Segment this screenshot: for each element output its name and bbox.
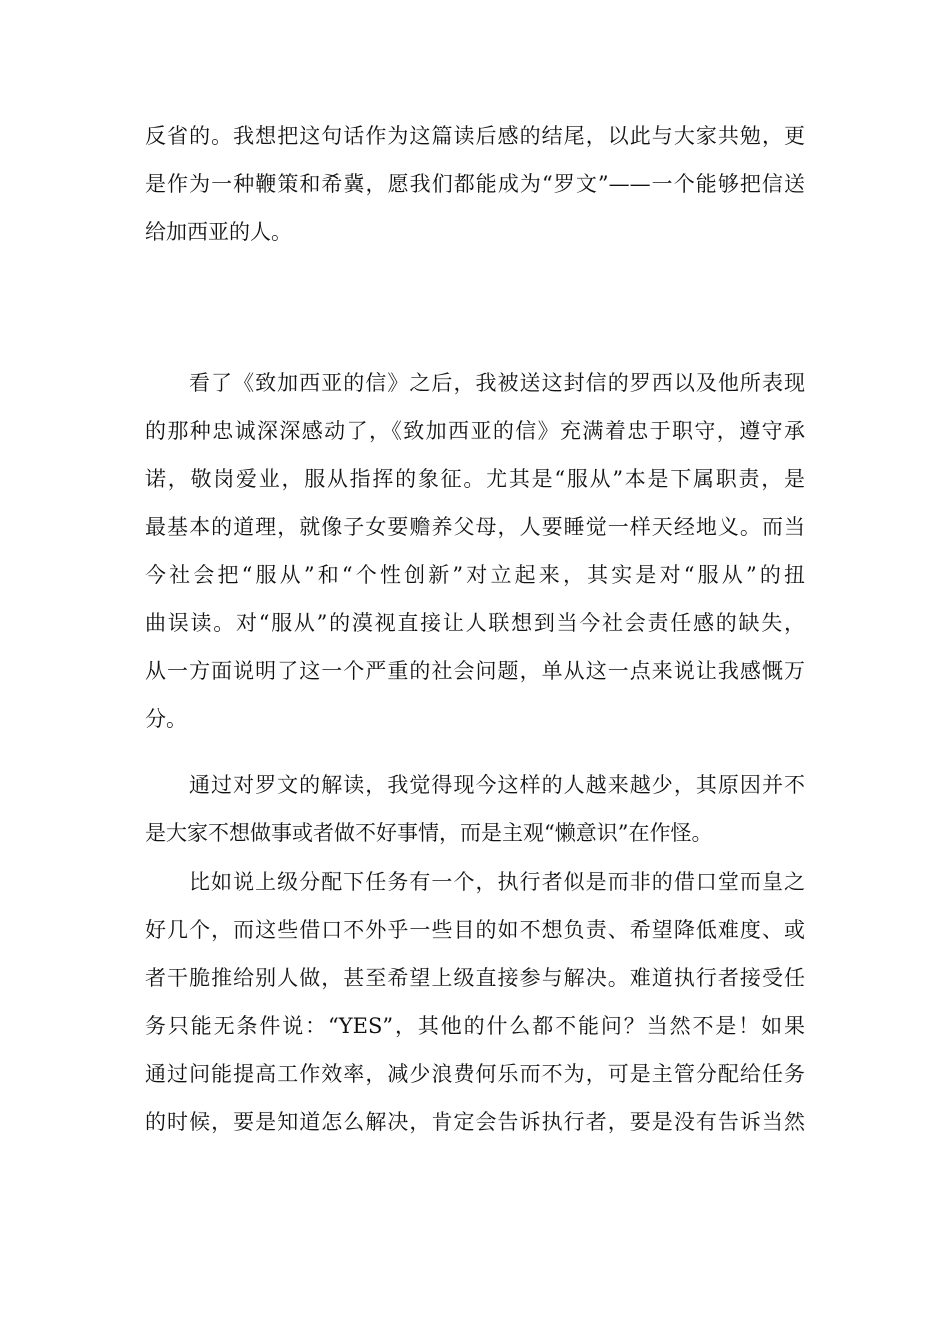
text-line: 诺，敬岗爱业，服从指挥的象征。尤其是“服从”本是下属职责，是 [145,467,805,491]
text-line: 今社会把“服从”和“个性创新”对立起来，其实是对“服从”的扭 [145,563,805,587]
text-line: 最基本的道理，就像子女要赡养父母，人要睡觉一样天经地义。而当 [145,515,805,539]
text-line: 比如说上级分配下任务有一个，执行者似是而非的借口堂而皇之 [189,870,805,894]
text-line: 通过对罗文的解读，我觉得现今这样的人越来越少，其原因并不 [189,773,805,797]
text-line: 的时候，要是知道怎么解决，肯定会告诉执行者，要是没有告诉当然 [145,1110,805,1134]
paragraph-continued [145,112,805,256]
paragraph-1 [145,359,805,743]
text-line: 从一方面说明了这一个严重的社会问题，单从这一点来说让我感慨万 [145,659,805,683]
paragraph-2 [145,761,805,857]
text-line: 曲误读。对“服从”的漠视直接让人联想到当今社会责任感的缺失， [145,611,805,635]
text-line: 反省的。我想把这句话作为这篇读后感的结尾，以此与大家共勉，更 [145,124,805,148]
text-line: 给加西亚的人。 [145,220,292,244]
text-line: 务只能无条件说：“YES”，其他的什么都不能问？当然不是！如果 [145,1014,805,1038]
text-line: 好几个，而这些借口不外乎一些目的如不想负责、希望降低难度、或 [145,918,805,942]
text-line: 者干脆推给别人做，甚至希望上级直接参与解决。难道执行者接受任 [145,966,805,990]
text-line: 分。 [145,707,187,731]
text-line: 是大家不想做事或者做不好事情，而是主观“懒意识”在作怪。 [145,821,713,845]
text-line: 的那种忠诚深深感动了，《致加西亚的信》充满着忠于职守，遵守承 [145,419,805,443]
text-line: 是作为一种鞭策和希冀，愿我们都能成为“罗文”——一个能够把信送 [145,172,805,196]
paragraph-3 [145,858,805,1146]
text-line: 看了《致加西亚的信》之后，我被送这封信的罗西以及他所表现 [189,371,805,395]
text-line: 通过问能提高工作效率，减少浪费何乐而不为，可是主管分配给任务 [145,1062,805,1086]
